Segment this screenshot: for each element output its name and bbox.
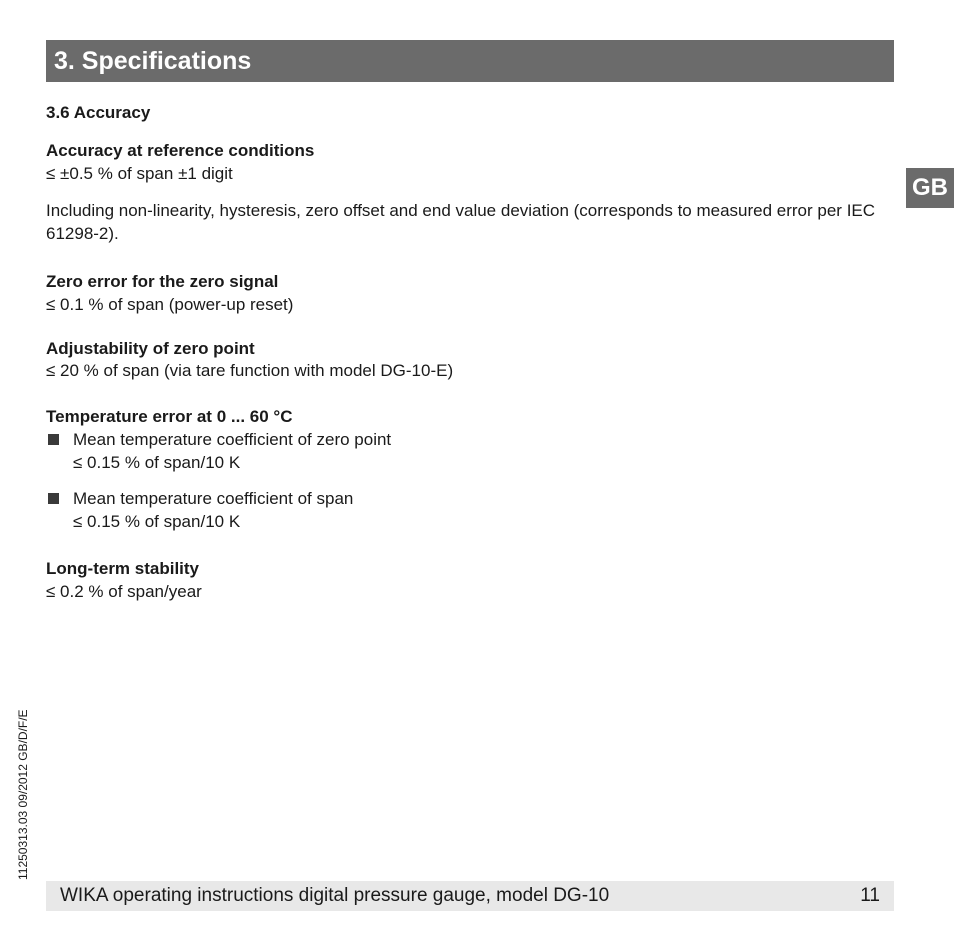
accuracy-ref-title: Accuracy at reference conditions — [46, 141, 315, 160]
temp-item-label: Mean temperature coefficient of span — [73, 489, 354, 508]
page-number: 11 — [860, 885, 880, 906]
language-tab: GB — [906, 168, 954, 208]
zero-error-value: ≤ 0.1 % of span (power-up reset) — [46, 295, 294, 314]
temp-error-title: Temperature error at 0 ... 60 °C — [46, 407, 293, 426]
temp-item-value: ≤ 0.15 % of span/10 K — [73, 453, 241, 472]
subsection-heading: 3.6 Accuracy — [46, 103, 151, 122]
accuracy-ref-note: Including non-linearity, hysteresis, zero offset and end value deviation (corresponds to measured error per IEC 61298-2). — [46, 201, 876, 243]
zero-adjust-value: ≤ 20 % of span (via tare function with model DG-10-E) — [46, 361, 454, 380]
section-title: 3. Specifications — [54, 47, 252, 75]
temp-item-label: Mean temperature coefficient of zero point — [73, 430, 392, 449]
footer-text: WIKA operating instructions digital pressure gauge, model DG-10 — [60, 885, 610, 906]
section-header-bar — [46, 40, 894, 82]
document-code: 11250313.03 09/2012 GB/D/F/E — [16, 709, 30, 880]
zero-error-title: Zero error for the zero signal — [46, 272, 279, 291]
bullet-square-icon — [48, 493, 59, 504]
temp-item-value: ≤ 0.15 % of span/10 K — [73, 512, 241, 531]
zero-adjust-title: Adjustability of zero point — [46, 339, 255, 358]
accuracy-ref-value: ≤ ±0.5 % of span ±1 digit — [46, 164, 233, 183]
stability-value: ≤ 0.2 % of span/year — [46, 582, 202, 601]
footer-bar — [46, 881, 894, 911]
stability-title: Long-term stability — [46, 559, 200, 578]
bullet-square-icon — [48, 434, 59, 445]
